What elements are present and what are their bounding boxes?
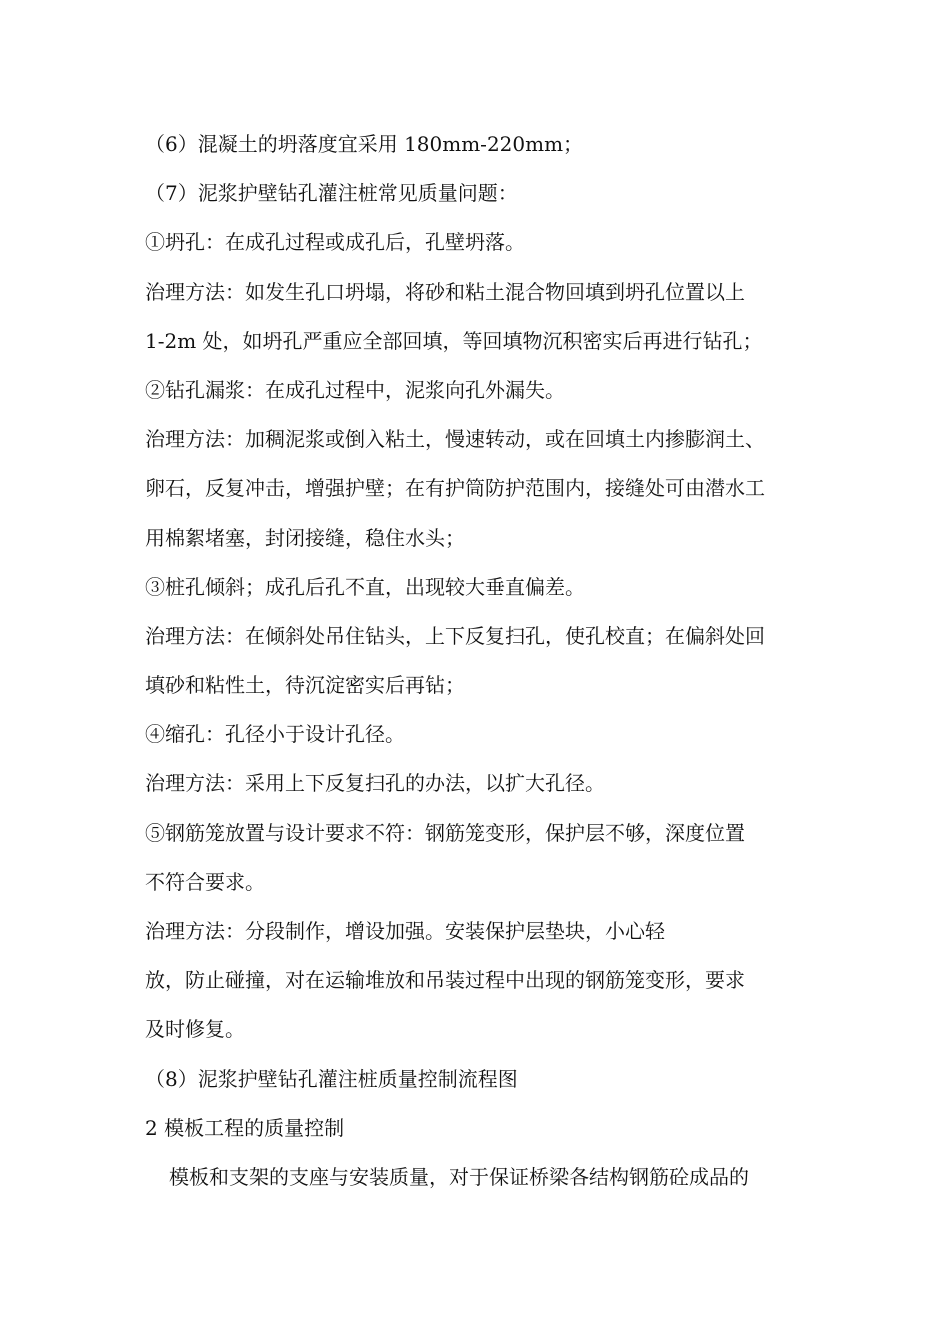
text-line: ④缩孔：孔径小于设计孔径。 [145, 722, 405, 747]
text-line: 治理方法：分段制作，增设加强。安装保护层垫块，小心轻 [145, 919, 665, 943]
text-line: 填砂和粘性土，待沉淀密实后再钻； [145, 673, 465, 698]
text-line: 治理方法：采用上下反复扫孔的办法，以扩大孔径。 [145, 771, 605, 796]
text-line: 治理方法：加稠泥浆或倒入粘土，慢速转动，或在回填土内掺膨润土、 [145, 427, 765, 452]
text-line: 卵石，反复冲击，增强护壁；在有护筒防护范围内，接缝处可由潜水工 [145, 476, 765, 501]
text-line: ②钻孔漏浆：在成孔过程中，泥浆向孔外漏失。 [145, 377, 565, 402]
text-line: 治理方法：如发生孔口坍塌，将砂和粘土混合物回填到坍孔位置以上 [145, 279, 745, 304]
paragraph-first-line: 模板和支架的支座与安装质量，对于保证桥梁各结构钢筋砼成品的 [169, 1164, 749, 1189]
text-line: （8）泥浆护壁钻孔灌注桩质量控制流程图 [145, 1066, 518, 1091]
text-line: ③桩孔倾斜；成孔后孔不直，出现较大垂直偏差。 [145, 574, 585, 599]
section-heading: 2 模板工程的质量控制 [145, 1115, 345, 1140]
text-line: 1-2m 处，如坍孔严重应全部回填，等回填物沉积密实后再进行钻孔； [145, 328, 763, 353]
text-line: 及时修复。 [145, 1017, 245, 1042]
text-line: （7）泥浆护壁钻孔灌注桩常见质量问题： [145, 181, 518, 206]
text-line: 治理方法：在倾斜处吊住钻头，上下反复扫孔，使孔校直；在偏斜处回 [145, 623, 765, 648]
document-body [145, 120, 810, 1202]
text-line: ①坍孔：在成孔过程或成孔后，孔壁坍落。 [145, 230, 525, 255]
text-line: ⑤钢筋笼放置与设计要求不符：钢筋笼变形，保护层不够，深度位置 [145, 820, 745, 845]
text-line: 放，防止碰撞，对在运输堆放和吊装过程中出现的钢筋笼变形，要求 [145, 968, 745, 993]
text-line: 用棉絮堵塞，封闭接缝，稳住水头； [145, 525, 465, 550]
text-line: （6）混凝土的坍落度宜采用 180mm-220mm； [145, 132, 584, 156]
text-line: 不符合要求。 [145, 869, 265, 894]
